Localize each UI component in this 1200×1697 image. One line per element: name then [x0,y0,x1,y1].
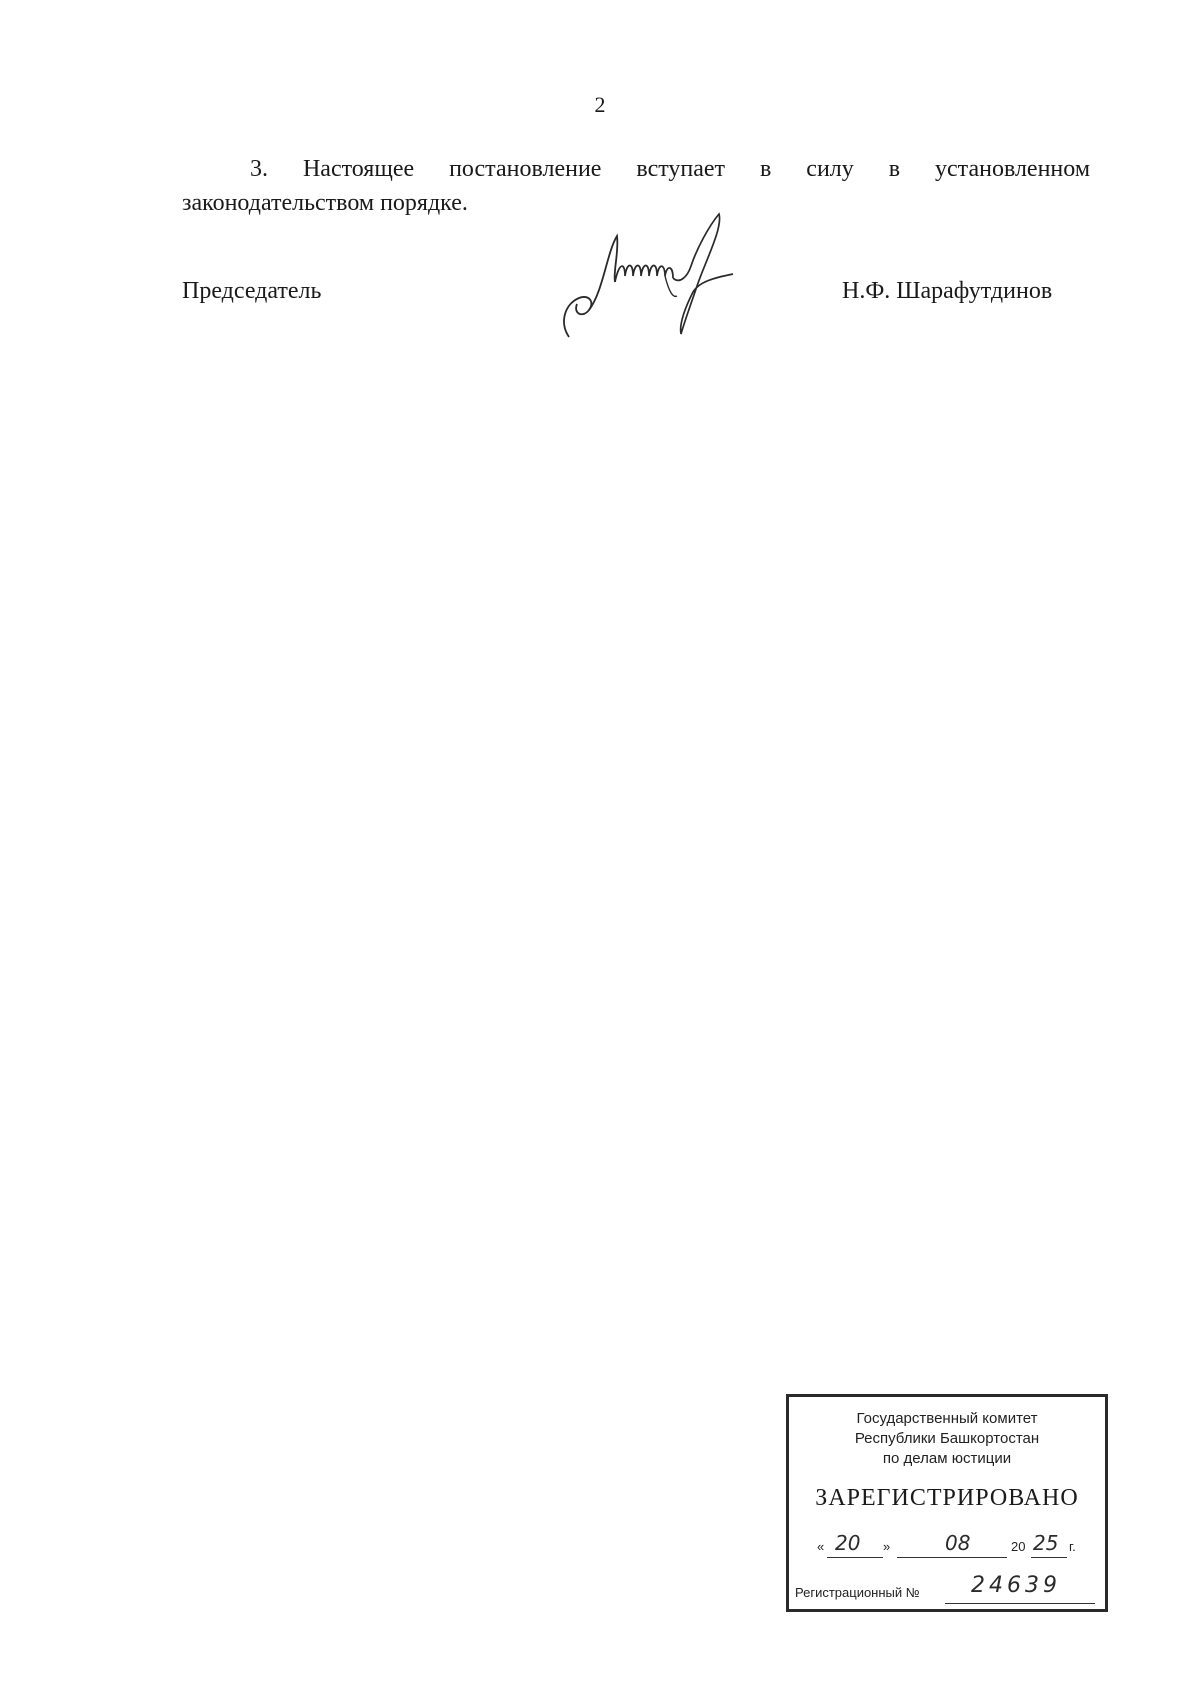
stamp-date [817,1531,1087,1561]
date-close-quote: » [883,1539,891,1554]
day-underline [827,1557,883,1558]
registration-stamp [786,1394,1108,1612]
paragraph-line-2: законодательством порядке. [182,190,468,216]
stamp-organization [789,1409,1105,1469]
year-underline [1031,1557,1067,1558]
page-number: 2 [594,92,606,117]
date-year-prefix: 20 [1011,1539,1026,1554]
date-day: 20 [835,1531,861,1555]
paragraph-3 [182,152,1090,220]
date-open-quote: « [817,1539,825,1554]
stamp-org-line-2: Республики Башкортостан [854,1430,1040,1447]
stamp-status: ЗАРЕГИСТРИРОВАНО [815,1485,1079,1511]
signatory-role: Председатель [182,278,322,304]
stamp-org-line-3: по делам юстиции [882,1450,1012,1467]
date-year-unit: г. [1069,1539,1076,1554]
month-underline [897,1557,1007,1558]
reg-number: 24639 [971,1573,1061,1598]
reg-underline [945,1603,1095,1604]
stamp-org-line-1: Государственный комитет [856,1410,1038,1427]
stamp-registration [795,1573,1101,1605]
date-year-suffix: 25 [1033,1531,1059,1555]
signatory-name: Н.Ф. Шарафутдинов [842,278,1053,304]
reg-label: Регистрационный № [795,1585,920,1600]
paragraph-line-1: 3. Настоящее постановление вступает в силу в установленном [250,156,1090,182]
handwritten-signature [555,212,735,347]
date-month: 08 [945,1531,971,1555]
